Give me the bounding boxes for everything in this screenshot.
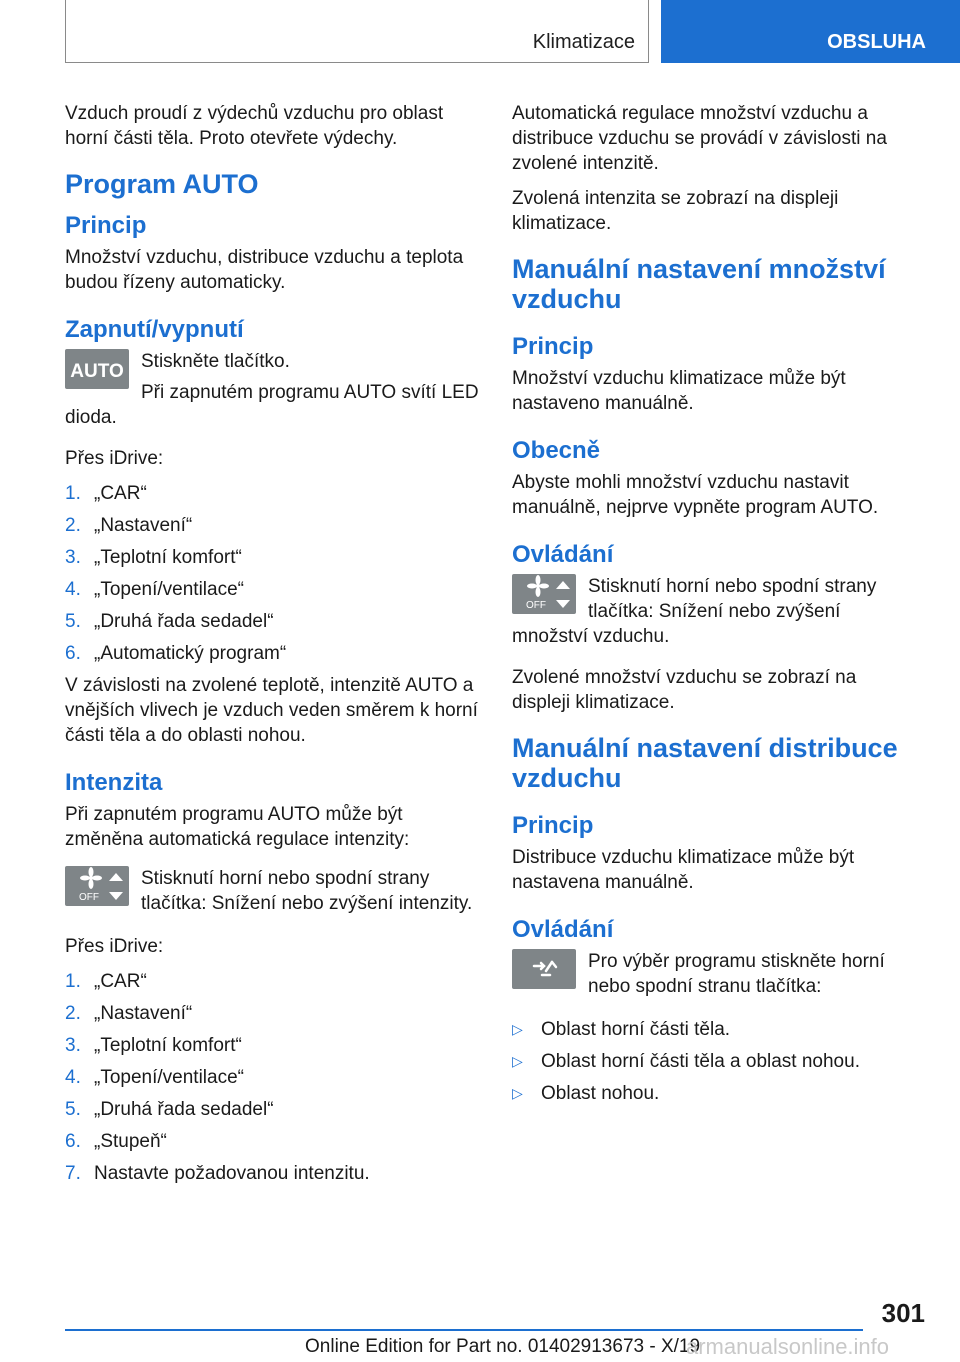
- princip-text: Množství vzduchu, distribuce vzduchu a teplota budou řízeny automaticky.: [65, 247, 464, 293]
- princip-right-text: Množství vzduchu klimatizace může být nastaveno manuálně.: [512, 368, 846, 414]
- list-item: 6. „Stupeň“: [65, 1131, 167, 1152]
- list-item: 3. „Teplotní komfort“: [65, 1035, 242, 1056]
- fan-button-icon: [65, 866, 129, 906]
- list-item: 2. „Nastavení“: [65, 515, 193, 536]
- ovladani-text: Stisknutí horní nebo spodní strany tlačítka: Snížení nebo zvýšení množství vzduchu.: [512, 576, 877, 647]
- heading-princip-2: Princip: [512, 812, 594, 839]
- list-item: ▷ Oblast nohou.: [512, 1083, 660, 1104]
- edition-text: Online Edition for Part no. 01402913673 - X/19: [305, 1336, 701, 1357]
- chapter-title: Klimatizace: [532, 31, 635, 53]
- right-column: [512, 101, 912, 1113]
- list-item: 5. „Druhá řada sedadel“: [65, 611, 274, 632]
- left-column: [65, 101, 485, 1193]
- list-item: ▷ Oblast horní části těla a oblast nohou.: [512, 1051, 860, 1072]
- obecne-text: Abyste mohli množství vzduchu nastavit manuálně, nejprve vypněte program AUTO.: [512, 472, 879, 518]
- air-distribution-icon: [512, 949, 576, 989]
- list-item: 6. „Automatický program“: [65, 643, 287, 664]
- idrive-list-1: [65, 481, 485, 666]
- heading-intenzita: Intenzita: [65, 769, 163, 796]
- list-item: 5. „Druhá řada sedadel“: [65, 1099, 274, 1120]
- fan-button-icon: [512, 574, 576, 614]
- zvolena-intenzita-text: Zvolená intenzita se zobrazí na displeji klimatizace.: [512, 188, 839, 234]
- list-item: 4. „Topení/ventilace“: [65, 579, 244, 600]
- intenzita-instruction: [65, 866, 485, 922]
- idrive-list-2: [65, 969, 485, 1186]
- intenzita-button-text: Stisknutí horní nebo spodní strany tlačítka: Snížení nebo zvýšení intenzity.: [141, 868, 473, 914]
- zapnuti-step-1: Stiskněte tlačítko.: [141, 351, 290, 372]
- heading-program-auto: Program AUTO: [65, 169, 259, 199]
- distribuce-instruction: [512, 949, 912, 1005]
- list-item: 2. „Nastavení“: [65, 1003, 193, 1024]
- section-tab[interactable]: OBSLUHA: [661, 0, 960, 63]
- fan-button-label: OFF: [79, 892, 99, 903]
- ovladani-instruction: [512, 574, 912, 655]
- triangle-icon: ▷: [512, 1085, 523, 1101]
- princip2-text: Distribuce vzduchu klimatizace může být nastavena manuálně.: [512, 847, 855, 893]
- heading-ovladani: Ovládání: [512, 541, 614, 568]
- heading-obecne: Obecně: [512, 437, 601, 464]
- auto-instruction: [65, 349, 485, 436]
- idrive-label: Přes iDrive:: [65, 448, 164, 469]
- zvolene-mnozstvi-text: Zvolené množství vzduchu se zobrazí na displeji klimatizace.: [512, 667, 857, 713]
- list-item: ▷ Oblast horní části těla.: [512, 1019, 731, 1040]
- heading-ovladani-2: Ovládání: [512, 916, 614, 943]
- list-item: 7. Nastavte požadovanou intenzitu.: [65, 1163, 370, 1184]
- page-number: 301: [881, 1298, 925, 1328]
- header-frame: [65, 0, 649, 63]
- idrive-label-2: Přes iDrive:: [65, 936, 164, 957]
- intro-text: Vzduch proudí z výdechů vzduchu pro oblast horní části těla. Proto otevřete výdechy.: [65, 103, 444, 149]
- list-item: 1. „CAR“: [65, 971, 147, 992]
- heading-princip-right: Princip: [512, 333, 594, 360]
- fan-button-label: OFF: [526, 600, 546, 611]
- triangle-icon: ▷: [512, 1021, 523, 1037]
- watermark: armanualsonline.info: [686, 1334, 890, 1359]
- triangle-icon: ▷: [512, 1053, 523, 1069]
- auto-button-icon: [65, 349, 129, 389]
- footer-divider: [65, 1329, 863, 1331]
- list-item: 1. „CAR“: [65, 483, 147, 504]
- zavislost-text: V závislosti na zvolené teplotě, intenzitě AUTO a vnějších vlivech je vzduch veden směrem k horní části těla a do oblasti nohou.: [65, 675, 478, 746]
- heading-manual-distribuce: Manuální nastavení distribuce vzduchu: [512, 733, 898, 793]
- heading-manual-mnozstvi: Manuální nastavení množství vzduchu: [512, 254, 886, 314]
- intenzita-text: Při zapnutém programu AUTO může být změněna automatická regulace intenzity:: [65, 804, 410, 850]
- zapnuti-step-2: Při zapnutém programu AUTO svítí LED dioda.: [65, 382, 479, 428]
- list-item: 3. „Teplotní komfort“: [65, 547, 242, 568]
- auto-regulace-text: Automatická regulace množství vzduchu a distribuce vzduchu se provádí v závislosti na zvolené intenzitě.: [512, 103, 887, 174]
- list-item: 4. „Topení/ventilace“: [65, 1067, 244, 1088]
- heading-princip: Princip: [65, 212, 147, 239]
- distribuce-list: [512, 1017, 912, 1106]
- ovladani2-text: Pro výběr programu stiskněte horní nebo spodní stranu tlačítka:: [588, 951, 885, 997]
- auto-button-label: AUTO: [70, 361, 124, 382]
- heading-zapnuti: Zapnutí/vypnutí: [65, 316, 244, 343]
